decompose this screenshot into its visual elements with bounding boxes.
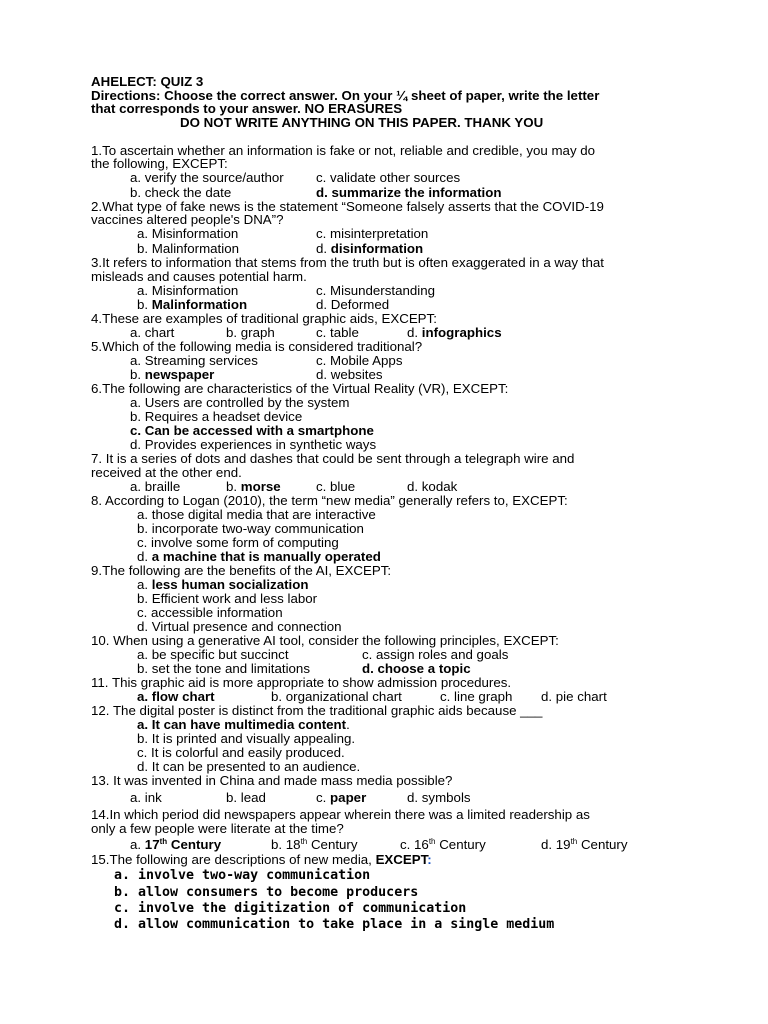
q1-stem-cont: the following, EXCEPT: bbox=[91, 156, 228, 171]
q13-stem: 13. It was invented in China and made mass media possible? bbox=[91, 773, 453, 788]
q3-option-d: d. Deformed bbox=[316, 297, 390, 312]
q8-option-c: c. involve some form of computing bbox=[137, 535, 339, 550]
q13-option-b: b. lead bbox=[226, 790, 266, 805]
q14-option-a: a. 17th Century bbox=[130, 837, 222, 852]
q14-option-c: c. 16th Century bbox=[400, 837, 486, 852]
q2-stem-cont: vaccines altered people's DNA”? bbox=[91, 212, 284, 227]
q14-option-b: b. 18th Century bbox=[271, 837, 358, 852]
q7-stem-cont: received at the other end. bbox=[91, 465, 242, 480]
q8-option-d: d. a machine that is manually operated bbox=[137, 549, 381, 564]
q12-option-b: b. It is printed and visually appealing. bbox=[137, 731, 356, 746]
q6-option-b: b. Requires a headset device bbox=[130, 409, 303, 424]
q9-option-d: d. Virtual presence and connection bbox=[137, 619, 342, 634]
q15-option-c: c. involve the digitization of communication bbox=[114, 901, 467, 916]
q7-option-c: c. blue bbox=[316, 479, 356, 494]
q7-option-d: d. kodak bbox=[407, 479, 458, 494]
q11-option-a: a. flow chart bbox=[137, 689, 215, 704]
q1-option-b: b. check the date bbox=[130, 185, 232, 200]
q11-option-d: d. pie chart bbox=[541, 689, 607, 704]
q5-option-d: d. websites bbox=[316, 367, 383, 382]
directions-line-1: Directions: Choose the correct answer. On your ¼ sheet of paper, write the letter bbox=[91, 88, 600, 103]
directions-line-2: that corresponds to your answer. NO ERASURES bbox=[91, 101, 403, 116]
q5-stem: 5.Which of the following media is considered traditional? bbox=[91, 339, 423, 354]
q5-option-a: a. Streaming services bbox=[130, 353, 258, 368]
q11-stem: 11. This graphic aid is more appropriate to show admission procedures. bbox=[91, 675, 512, 690]
q10-stem: 10. When using a generative AI tool, consider the following principles, EXCEPT: bbox=[91, 633, 559, 648]
q4-option-d: d. infographics bbox=[407, 325, 502, 340]
q10-option-c: c. assign roles and goals bbox=[362, 647, 509, 662]
quiz-title: AHELECT: QUIZ 3 bbox=[91, 74, 204, 89]
q5-option-b: b. newspaper bbox=[130, 367, 215, 382]
q13-option-c: c. paper bbox=[316, 790, 367, 805]
q8-stem: 8. According to Logan (2010), the term “new media” generally refers to, EXCEPT: bbox=[91, 493, 568, 508]
q12-option-d: d. It can be presented to an audience. bbox=[137, 759, 361, 774]
q15-stem: 15.The following are descriptions of new media, EXCEPT: bbox=[91, 852, 432, 867]
q12-stem: 12. The digital poster is distinct from the traditional graphic aids because ___ bbox=[91, 703, 543, 718]
q6-option-a: a. Users are controlled by the system bbox=[130, 395, 350, 410]
q8-option-a: a. those digital media that are interactive bbox=[137, 507, 376, 522]
q9-option-b: b. Efficient work and less labor bbox=[137, 591, 318, 606]
q15-option-a: a. involve two-way communication bbox=[114, 868, 371, 883]
notice: DO NOT WRITE ANYTHING ON THIS PAPER. THANK YOU bbox=[180, 115, 544, 130]
q9-option-a: a. less human socialization bbox=[137, 577, 309, 592]
q1-option-a: a. verify the source/author bbox=[130, 170, 284, 185]
q14-option-d: d. 19th Century bbox=[541, 837, 628, 852]
q2-stem: 2.What type of fake news is the statement “Someone falsely asserts that the COVID-19 bbox=[91, 199, 604, 214]
q2-option-c: c. misinterpretation bbox=[316, 226, 429, 241]
q15-option-b: b. allow consumers to become producers bbox=[114, 885, 419, 900]
q14-stem-cont: only a few people were literate at the time? bbox=[91, 821, 344, 836]
q4-stem: 4.These are examples of traditional graphic aids, EXCEPT: bbox=[91, 311, 437, 326]
q7-option-a: a. braille bbox=[130, 479, 181, 494]
q6-option-c: c. Can be accessed with a smartphone bbox=[130, 423, 374, 438]
q14-stem: 14.In which period did newspapers appear wherein there was a limited readership as bbox=[91, 807, 590, 822]
q8-option-b: b. incorporate two-way communication bbox=[137, 521, 364, 536]
q12-option-c: c. It is colorful and easily produced. bbox=[137, 745, 345, 760]
q3-option-b: b. Malinformation bbox=[137, 297, 248, 312]
q13-option-d: d. symbols bbox=[407, 790, 471, 805]
q7-option-b: b. morse bbox=[226, 479, 281, 494]
q10-option-d: d. choose a topic bbox=[362, 661, 471, 676]
q11-option-c: c. line graph bbox=[440, 689, 513, 704]
q2-option-d: d. disinformation bbox=[316, 241, 424, 256]
q3-stem-cont: misleads and causes potential harm. bbox=[91, 269, 307, 284]
q2-option-b: b. Malinformation bbox=[137, 241, 239, 256]
q1-stem: 1.To ascertain whether an information is fake or not, reliable and credible, you may do bbox=[91, 143, 596, 158]
q15-option-d: d. allow communication to take place in a single medium bbox=[114, 917, 555, 932]
q6-stem: 6.The following are characteristics of the Virtual Reality (VR), EXCEPT: bbox=[91, 381, 509, 396]
q4-option-c: c. table bbox=[316, 325, 359, 340]
q4-option-a: a. chart bbox=[130, 325, 175, 340]
q9-option-c: c. accessible information bbox=[137, 605, 283, 620]
q7-stem: 7. It is a series of dots and dashes that could be sent through a telegraph wire and bbox=[91, 451, 575, 466]
q10-option-a: a. be specific but succinct bbox=[137, 647, 289, 662]
q1-option-d: d. summarize the information bbox=[316, 185, 502, 200]
q2-option-a: a. Misinformation bbox=[137, 226, 239, 241]
q10-option-b: b. set the tone and limitations bbox=[137, 661, 310, 676]
q1-option-c: c. validate other sources bbox=[316, 170, 461, 185]
q11-option-b: b. organizational chart bbox=[271, 689, 402, 704]
q3-option-a: a. Misinformation bbox=[137, 283, 239, 298]
q12-option-a: a. It can have multimedia content. bbox=[137, 717, 350, 732]
q13-option-a: a. ink bbox=[130, 790, 162, 805]
q9-stem: 9.The following are the benefits of the AI, EXCEPT: bbox=[91, 563, 392, 578]
q3-option-c: c. Misunderstanding bbox=[316, 283, 435, 298]
q6-option-d: d. Provides experiences in synthetic ways bbox=[130, 437, 377, 452]
q4-option-b: b. graph bbox=[226, 325, 275, 340]
q3-stem: 3.It refers to information that stems from the truth but is often exaggerated in a way that bbox=[91, 255, 604, 270]
q5-option-c: c. Mobile Apps bbox=[316, 353, 403, 368]
